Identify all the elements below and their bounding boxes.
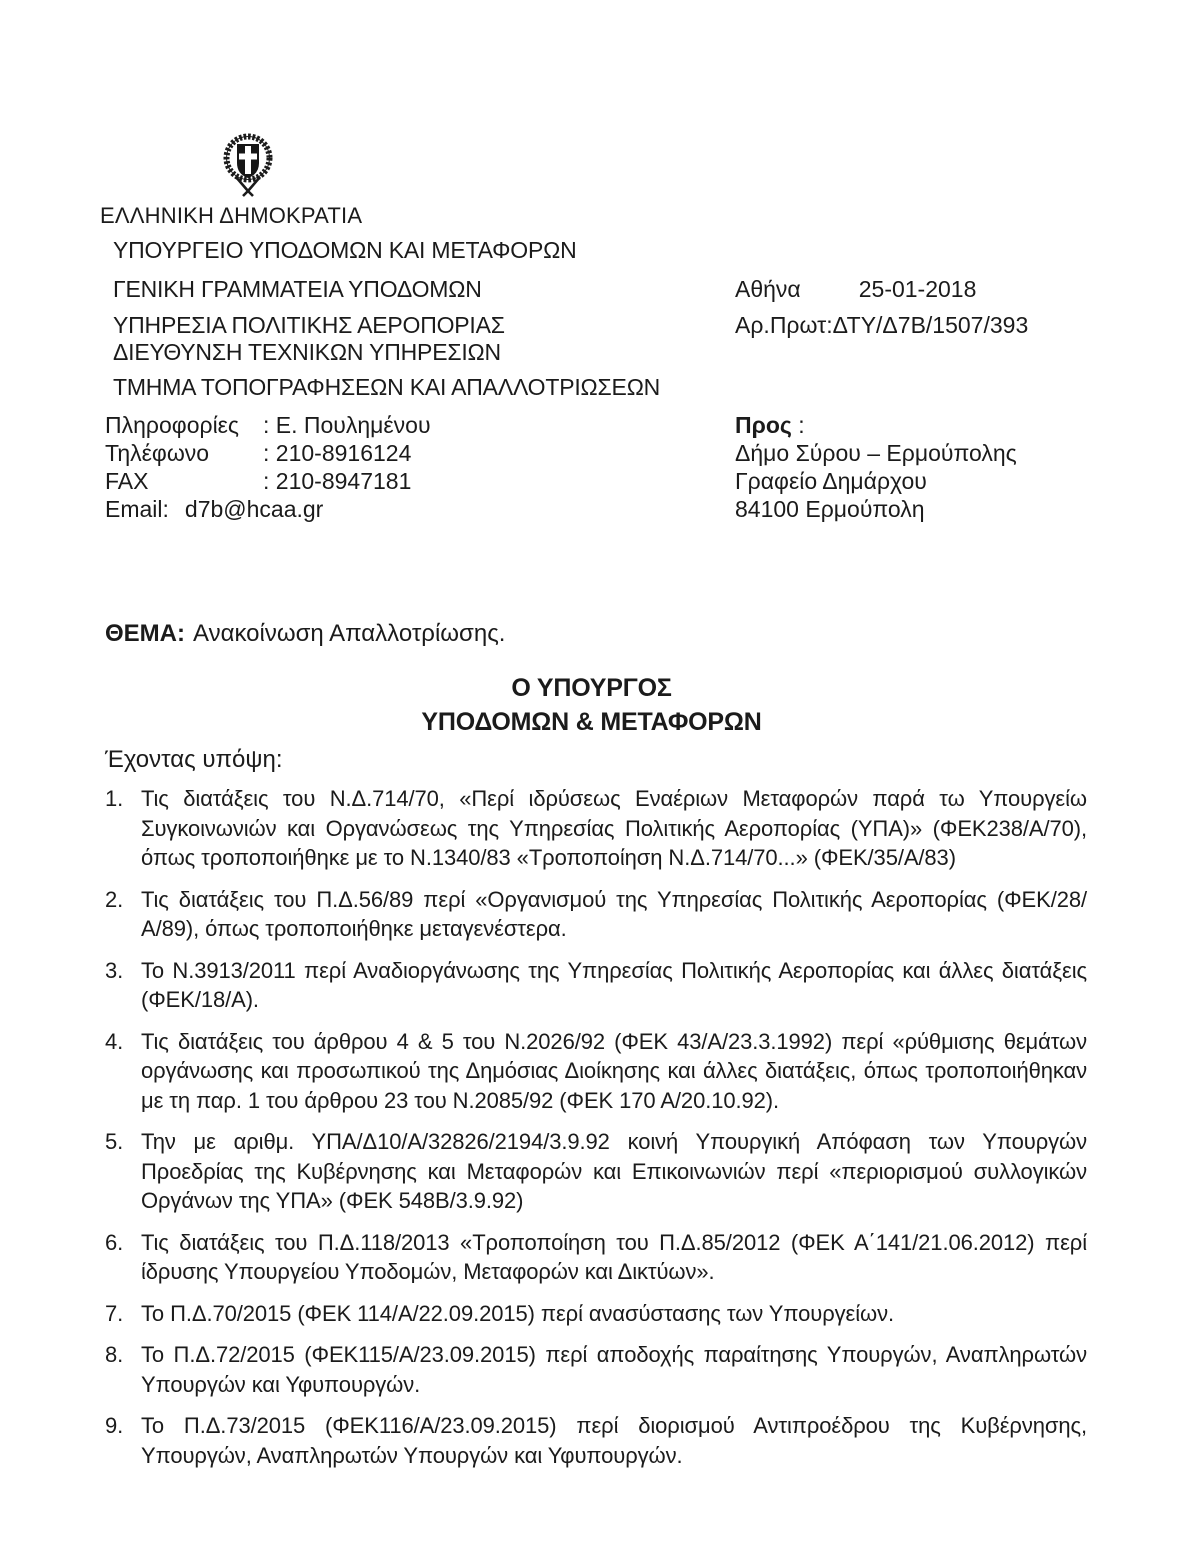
coat-of-arms-icon xyxy=(221,131,275,197)
letterhead-republic: ΕΛΛΗΝΙΚΗ ΔΗΜΟΚΡΑΤΙΑ xyxy=(100,203,363,228)
item-text: Το Π.Δ.73/2015 (ΦΕΚ116/Α/23.09.2015) περί διορισμού Αντιπροέδρου της Κυβέρνησης, Υπουργών, Αναπληρωτών Υπουργών και Υφυπουργών. xyxy=(141,1413,1087,1468)
item-number: 3. xyxy=(105,957,124,983)
subject-line xyxy=(105,620,505,648)
preamble: Έχοντας υπόψη: xyxy=(105,746,283,773)
item-number: 2. xyxy=(105,886,124,912)
letterhead-secretariat: ΓΕΝΙΚΗ ΓΡΑΜΜΑΤΕΙΑ ΥΠΟΔΟΜΩΝ xyxy=(113,276,482,302)
minister-heading xyxy=(0,671,1183,739)
recipient-to-line xyxy=(735,411,1017,439)
item-number: 4. xyxy=(105,1028,124,1054)
recipient-line: 84100 Ερμούπολη xyxy=(735,496,925,522)
item-text: Την με αριθμ. ΥΠΑ/Δ10/Α/32826/2194/3.9.92 κοινή Υπουργική Απόφαση των Υπουργών Προεδρίας της Κυβέρνησης και Μεταφορών και Επικοινωνιών περί «περιορισμού συλλογικών Οργάνων της ΥΠΑ» (ΦΕΚ 548Β/3.9.92) xyxy=(141,1129,1087,1213)
item-number: 7. xyxy=(105,1300,124,1326)
email-label: Email: xyxy=(105,496,169,522)
item-number: 6. xyxy=(105,1229,124,1255)
item-text: Τις διατάξεις του Π.Δ.118/2013 «Τροποποίηση του Π.Δ.85/2012 (ΦΕΚ Α΄141/21.06.2012) περί ίδρυσης Υπουργείου Υποδομών, Μεταφορών και Δικτύων». xyxy=(141,1229,1087,1284)
list-item xyxy=(105,1228,1087,1287)
list-item xyxy=(105,1411,1087,1470)
contact-value: : 210-8947181 xyxy=(263,468,412,494)
to-colon: : xyxy=(798,412,805,438)
contact-label: Πληροφορίες xyxy=(105,412,240,438)
contact-row-phone xyxy=(105,439,431,467)
contact-value: : Ε. Πουλημένου xyxy=(263,412,431,438)
letterhead-service: ΥΠΗΡΕΣΙΑ ΠΟΛΙΤΙΚΗΣ ΑΕΡΟΠΟΡΙΑΣ xyxy=(113,312,505,338)
contact-row-info xyxy=(105,411,431,439)
contact-block xyxy=(105,411,431,523)
letterhead-directorate: ΔΙΕΥΘΥΝΣΗ ΤΕΧΝΙΚΩΝ ΥΠΗΡΕΣΙΩΝ xyxy=(113,339,501,365)
item-number: 5. xyxy=(105,1129,124,1154)
email-value: d7b@hcaa.gr xyxy=(184,496,324,522)
subject-label: ΘΕΜΑ: xyxy=(105,620,185,647)
letterhead-ministry: ΥΠΟΥΡΓΕΙΟ ΥΠΟΔΟΜΩΝ ΚΑΙ ΜΕΤΑΦΟΡΩΝ xyxy=(113,237,577,263)
item-text: Το Ν.3913/2011 περί Αναδιοργάνωσης της Υπηρεσίας Πολιτικής Αεροπορίας και άλλες διατάξεις (ΦΕΚ/18/Α). xyxy=(141,957,1087,1012)
list-item xyxy=(105,956,1087,1015)
item-text: Το Π.Δ.70/2015 (ΦΕΚ 114/Α/22.09.2015) περί ανασύστασης των Υπουργείων. xyxy=(141,1300,894,1326)
list-item xyxy=(105,784,1087,873)
recipient-line: Δήμο Σύρου – Ερμούπολης xyxy=(735,440,1017,466)
contact-label: Τηλέφωνο xyxy=(105,440,210,466)
recipient-line: Γραφείο Δημάρχου xyxy=(735,468,927,494)
contact-row-fax xyxy=(105,467,431,495)
protocol-number: Αρ.Πρωτ:ΔΤΥ/Δ7Β/1507/393 xyxy=(735,312,1029,338)
item-text: Τις διατάξεις του Ν.Δ.714/70, «Περί ιδρύσεως Εναέριων Μεταφορών παρά τω Υπουργείω Συγκοινωνιών και Οργανώσεως της Υπηρεσίας Πολιτικής Αεροπορίας (ΥΠΑ)» (ΦΕΚ238/Α/70), όπως τροποποιήθηκε με το Ν.1340/83 «Τροποποίηση Ν.Δ.714/70...» (ΦΕΚ/35/Α/83) xyxy=(141,786,1087,870)
list-item xyxy=(105,1027,1087,1116)
item-text: Τις διατάξεις του άρθρου 4 & 5 του Ν.2026/92 (ΦΕΚ 43/Α/23.3.1992) περί «ρύθμισης θεμάτων οργάνωσης και προσωπικού της Δημόσιας Διοίκησης και άλλες διατάξεις, όπως τροποποιήθηκαν με τη παρ. 1 του άρθρου 23 του Ν.2085/92 (ΦΕΚ 170 Α/20.10.92). xyxy=(141,1028,1087,1113)
date-value: 25-01-2018 xyxy=(858,276,977,302)
heading-line-2: ΥΠΟΔΟΜΩΝ & ΜΕΤΑΦΟΡΩΝ xyxy=(421,708,762,736)
list-item xyxy=(105,1127,1087,1216)
item-number: 1. xyxy=(105,786,124,811)
contact-row-email xyxy=(105,495,431,523)
list-item xyxy=(105,885,1087,944)
recipient-block xyxy=(735,411,1017,523)
city-label: Αθήνα xyxy=(735,276,801,302)
heading-line-1: Ο ΥΠΟΥΡΓΟΣ xyxy=(511,674,672,702)
item-text: Τις διατάξεις του Π.Δ.56/89 περί «Οργανισμού της Υπηρεσίας Πολιτικής Αεροπορίας (ΦΕΚ/28/Α/89), όπως τροποποιήθηκε μεταγενέστερα. xyxy=(141,886,1087,941)
item-text: Το Π.Δ.72/2015 (ΦΕΚ115/Α/23.09.2015) περί αποδοχής παραίτησης Υπουργών, Αναπληρωτών Υπουργών και Υφυπουργών. xyxy=(141,1342,1087,1397)
subject-text: Ανακοίνωση Απαλλοτρίωσης. xyxy=(193,620,506,647)
contact-value: : 210-8916124 xyxy=(263,440,412,466)
considerations-list xyxy=(105,784,1087,1482)
date-line xyxy=(735,276,976,303)
item-number: 8. xyxy=(105,1342,124,1367)
to-label: Προς xyxy=(735,412,792,438)
letterhead-department: ΤΜΗΜΑ ΤΟΠΟΓΡΑΦΗΣΕΩΝ ΚΑΙ ΑΠΑΛΛΟΤΡΙΩΣΕΩΝ xyxy=(113,374,661,400)
list-item xyxy=(105,1299,1087,1329)
item-number: 9. xyxy=(105,1413,124,1438)
list-item xyxy=(105,1340,1087,1399)
contact-label: FAX xyxy=(105,468,149,494)
